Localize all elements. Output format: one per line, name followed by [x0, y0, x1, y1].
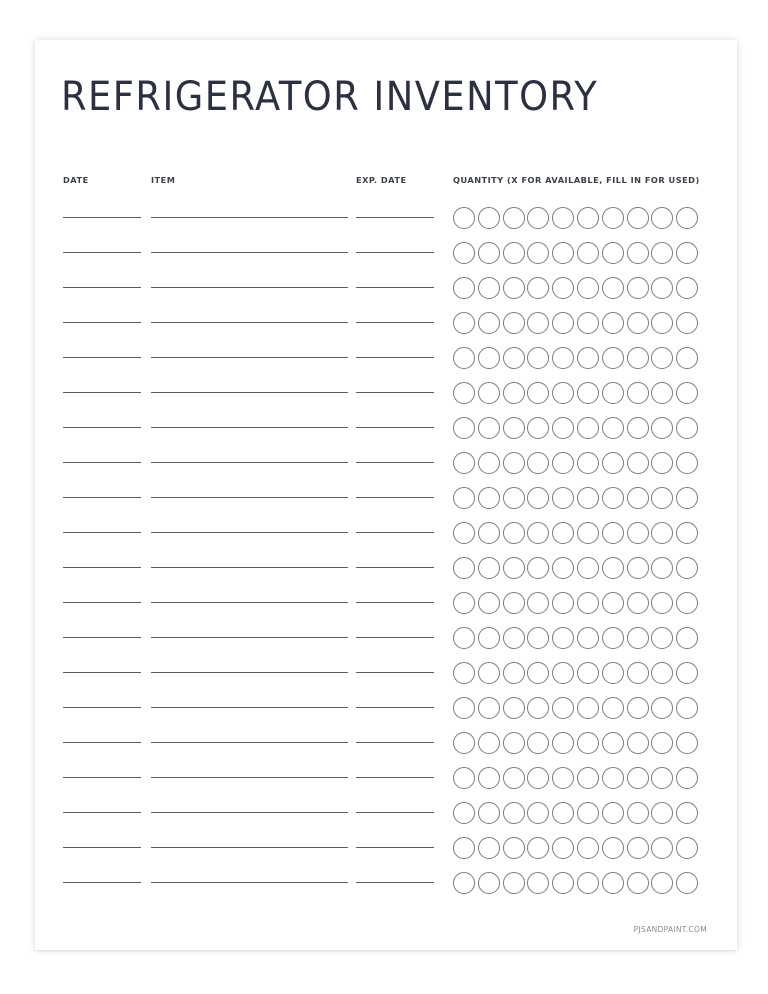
- date-field[interactable]: [63, 567, 141, 568]
- inventory-rows: [35, 40, 737, 950]
- date-field[interactable]: [63, 847, 141, 848]
- item-field[interactable]: [151, 707, 348, 708]
- item-field[interactable]: [151, 252, 348, 253]
- item-field[interactable]: [151, 322, 348, 323]
- date-field[interactable]: [63, 532, 141, 533]
- column-header-date: DATE: [63, 175, 89, 185]
- item-field[interactable]: [151, 532, 348, 533]
- table-row: [35, 258, 737, 288]
- exp-date-field[interactable]: [356, 742, 434, 743]
- table-row: [35, 188, 737, 218]
- exp-date-field[interactable]: [356, 497, 434, 498]
- date-field[interactable]: [63, 637, 141, 638]
- quantity-circle[interactable]: [527, 872, 549, 894]
- table-row: [35, 223, 737, 253]
- exp-date-field[interactable]: [356, 532, 434, 533]
- date-field[interactable]: [63, 602, 141, 603]
- date-field[interactable]: [63, 322, 141, 323]
- table-row: [35, 643, 737, 673]
- table-row: [35, 468, 737, 498]
- table-row: [35, 818, 737, 848]
- table-row: [35, 398, 737, 428]
- table-row: [35, 363, 737, 393]
- item-field[interactable]: [151, 882, 348, 883]
- date-field[interactable]: [63, 672, 141, 673]
- exp-date-field[interactable]: [356, 812, 434, 813]
- exp-date-field[interactable]: [356, 847, 434, 848]
- table-row: [35, 748, 737, 778]
- quantity-circle[interactable]: [602, 872, 624, 894]
- page-title: REFRIGERATOR INVENTORY: [61, 74, 599, 120]
- item-field[interactable]: [151, 672, 348, 673]
- date-field[interactable]: [63, 882, 141, 883]
- item-field[interactable]: [151, 497, 348, 498]
- item-field[interactable]: [151, 812, 348, 813]
- date-field[interactable]: [63, 462, 141, 463]
- date-field[interactable]: [63, 357, 141, 358]
- date-field[interactable]: [63, 812, 141, 813]
- exp-date-field[interactable]: [356, 357, 434, 358]
- exp-date-field[interactable]: [356, 427, 434, 428]
- item-field[interactable]: [151, 602, 348, 603]
- exp-date-field[interactable]: [356, 777, 434, 778]
- date-field[interactable]: [63, 777, 141, 778]
- item-field[interactable]: [151, 777, 348, 778]
- date-field[interactable]: [63, 217, 141, 218]
- exp-date-field[interactable]: [356, 462, 434, 463]
- table-row: [35, 573, 737, 603]
- item-field[interactable]: [151, 462, 348, 463]
- date-field[interactable]: [63, 427, 141, 428]
- quantity-circle[interactable]: [478, 872, 500, 894]
- exp-date-field[interactable]: [356, 672, 434, 673]
- table-row: [35, 328, 737, 358]
- table-row: [35, 503, 737, 533]
- exp-date-field[interactable]: [356, 602, 434, 603]
- exp-date-field[interactable]: [356, 567, 434, 568]
- quantity-circle[interactable]: [552, 872, 574, 894]
- item-field[interactable]: [151, 357, 348, 358]
- exp-date-field[interactable]: [356, 322, 434, 323]
- exp-date-field[interactable]: [356, 252, 434, 253]
- item-field[interactable]: [151, 637, 348, 638]
- exp-date-field[interactable]: [356, 392, 434, 393]
- date-field[interactable]: [63, 252, 141, 253]
- table-row: [35, 433, 737, 463]
- column-header-exp-date: EXP. DATE: [356, 175, 407, 185]
- table-row: [35, 608, 737, 638]
- column-header-quantity: QUANTITY (X FOR AVAILABLE, FILL IN FOR USED): [453, 175, 700, 185]
- item-field[interactable]: [151, 217, 348, 218]
- exp-date-field[interactable]: [356, 882, 434, 883]
- table-row: [35, 713, 737, 743]
- item-field[interactable]: [151, 567, 348, 568]
- item-field[interactable]: [151, 287, 348, 288]
- item-field[interactable]: [151, 427, 348, 428]
- table-row: [35, 853, 737, 883]
- exp-date-field[interactable]: [356, 637, 434, 638]
- quantity-circle[interactable]: [651, 872, 673, 894]
- printable-page: [35, 40, 737, 950]
- quantity-circle[interactable]: [503, 872, 525, 894]
- item-field[interactable]: [151, 742, 348, 743]
- date-field[interactable]: [63, 287, 141, 288]
- table-row: [35, 538, 737, 568]
- exp-date-field[interactable]: [356, 707, 434, 708]
- quantity-circle[interactable]: [453, 872, 475, 894]
- exp-date-field[interactable]: [356, 287, 434, 288]
- column-header-item: ITEM: [151, 175, 176, 185]
- table-row: [35, 783, 737, 813]
- date-field[interactable]: [63, 707, 141, 708]
- date-field[interactable]: [63, 497, 141, 498]
- table-row: [35, 678, 737, 708]
- quantity-circle[interactable]: [676, 872, 698, 894]
- date-field[interactable]: [63, 392, 141, 393]
- exp-date-field[interactable]: [356, 217, 434, 218]
- item-field[interactable]: [151, 392, 348, 393]
- item-field[interactable]: [151, 847, 348, 848]
- quantity-circles: [453, 872, 698, 895]
- footer-website: PJSANDPAINT.COM: [633, 925, 707, 934]
- quantity-circle[interactable]: [627, 872, 649, 894]
- quantity-circle[interactable]: [577, 872, 599, 894]
- table-row: [35, 293, 737, 323]
- date-field[interactable]: [63, 742, 141, 743]
